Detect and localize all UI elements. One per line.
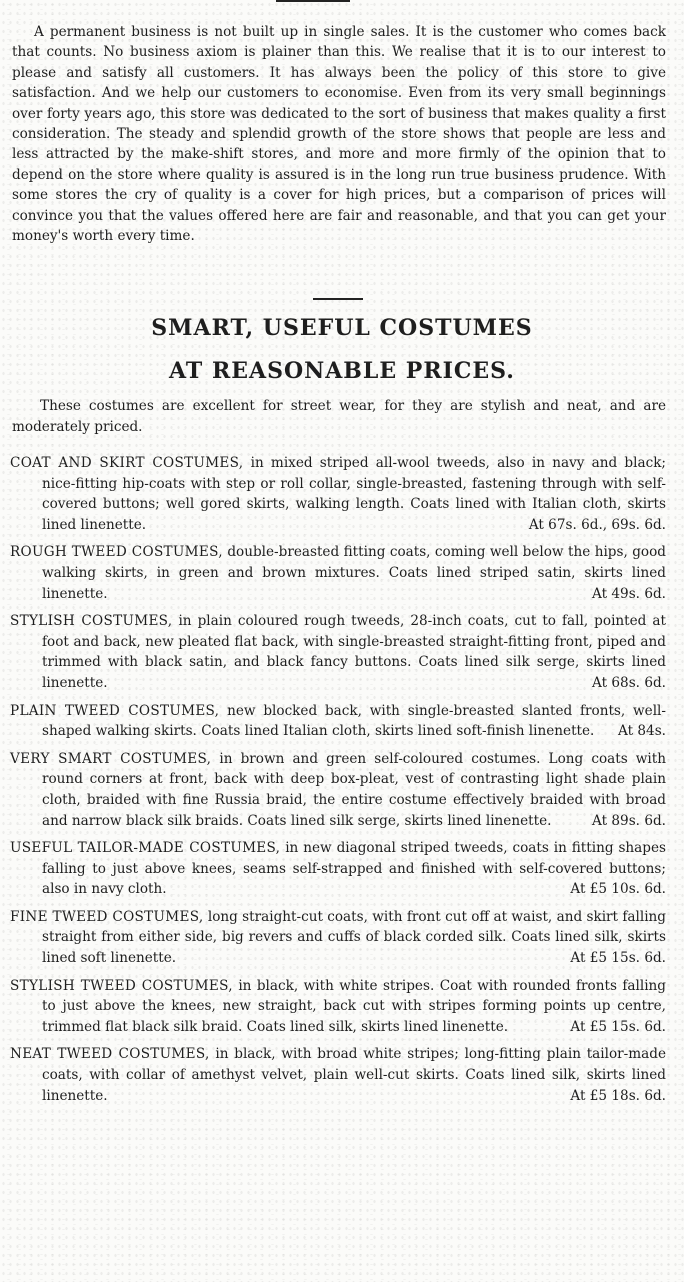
costume-price: At 84s. bbox=[618, 723, 666, 740]
costume-list bbox=[10, 453, 666, 1113]
costume-name: VERY SMART COSTUMES, bbox=[10, 750, 212, 767]
costume-item bbox=[10, 611, 666, 693]
costume-price: At 67s. 6d., 69s. 6d. bbox=[528, 516, 666, 533]
costume-item bbox=[10, 749, 666, 831]
costume-price: At 68s. 6d. bbox=[592, 674, 666, 691]
costume-price: At £5 15s. 6d. bbox=[570, 950, 666, 967]
section-rule bbox=[313, 298, 363, 300]
costume-price: At £5 10s. 6d. bbox=[570, 881, 666, 898]
costume-price: At 49s. 6d. bbox=[592, 585, 666, 602]
top-rule bbox=[276, 0, 350, 2]
costume-description: long straight-cut coats, with front cut off at waist, and skirt falling straight from either side, big revers and cuffs of black corded silk. Coats lined silk, skirts lined soft linenette. bbox=[42, 908, 667, 967]
costume-name: NEAT TWEED COSTUMES, bbox=[10, 1046, 210, 1063]
costume-description: double-breasted fitting coats, coming well below the hips, good walking skirts, in green and brown mixtures. Coats lined striped satin, skirts lined linenette. bbox=[42, 544, 666, 602]
costume-description: in brown and green self-coloured costumes. Long coats with round corners at front, back with deep box-pleat, vest of contrasting light shade plain cloth, braided with fine Russia braid, the entire costume effectively braided with broad and narrow black silk braids. Coats lined silk serge, skirts lined linenette. bbox=[42, 750, 666, 829]
costume-description: in new diagonal striped tweeds, coats in fitting shapes falling to just above knees, seams self-strapped and finished with self-covered buttons; also in navy cloth. bbox=[42, 840, 667, 898]
costume-item bbox=[10, 453, 666, 535]
costume-item bbox=[10, 907, 666, 969]
costume-name: STYLISH TWEED COSTUMES, bbox=[10, 977, 233, 994]
costume-name: COAT AND SKIRT COSTUMES, bbox=[10, 455, 244, 471]
costume-item bbox=[10, 542, 666, 604]
costume-item bbox=[10, 838, 666, 900]
costume-name: STYLISH COSTUMES, bbox=[10, 613, 173, 630]
costume-name: PLAIN TWEED COSTUMES, bbox=[10, 702, 220, 719]
costume-name: USEFUL TAILOR-MADE COSTUMES, bbox=[10, 840, 281, 857]
heading-line-2: AT REASONABLE PRICES. bbox=[169, 358, 515, 384]
costume-item bbox=[10, 1044, 666, 1106]
costume-item bbox=[10, 976, 666, 1038]
costume-price: At 89s. 6d. bbox=[592, 812, 666, 829]
costume-price: At £5 15s. 6d. bbox=[570, 1018, 666, 1035]
costume-description: in plain coloured rough tweeds, 28-inch coats, cut to fall, pointed at foot and back, new pleated flat back, with single-breasted straight-fitting front, piped and trimmed with black satin, and black fancy buttons. Coats lined silk serge, skirts lined linenette. bbox=[42, 613, 666, 691]
lead-paragraph: These costumes are excellent for street wear, for they are stylish and neat, and are moderately priced. bbox=[12, 398, 666, 435]
costume-item bbox=[10, 701, 666, 742]
costume-description: in black, with white stripes. Coat with rounded fronts falling to just above the knees, new straight, back cut with stripes forming points up centre, trimmed flat black silk braid. Coats lined silk, skirts lined linenette. bbox=[42, 977, 666, 1035]
costume-description: in black, with broad white stripes; long-fitting plain tailor-made coats, with collar of amethyst velvet, plain well-cut skirts. Coats lined silk, skirts lined linenette. bbox=[42, 1046, 666, 1104]
costume-name: FINE TWEED COSTUMES, bbox=[10, 908, 204, 925]
costume-description: in mixed striped all-wool tweeds, also in navy and black; nice-fitting hip-coats with step or roll collar, single-breasted, fastening through with self-covered buttons; well gored skirts, walking length. Coats lined with Italian cloth, skirts lined linenette. bbox=[42, 455, 667, 533]
costume-description: new blocked back, with single-breasted slanted fronts, well-shaped walking skirts. Coats lined Italian cloth, skirts lined soft-finish linenette. bbox=[42, 702, 666, 740]
costume-name: ROUGH TWEED COSTUMES, bbox=[10, 544, 223, 561]
costume-price: At £5 18s. 6d. bbox=[570, 1087, 666, 1104]
intro-paragraph: A permanent business is not built up in single sales. It is the customer who comes back that counts. No business axiom is plainer than this. We realise that it is to our interest to please and satisfy all customers. It has always been the policy of this store to give satisfaction. And we help our customers to economise. Even from its very small beginnings over forty years ago, this store was dedicated to the sort of business that makes quality a first consideration. The steady and splendid growth of the store shows that people are less and less attracted by the make-shift stores, and more and more firmly of the opinion that to depend on the store where quality is assured is in the long run true business prudence. With some stores the cry of quality is a cover for high prices, but a comparison of prices will convince you that the values offered here are fair and reasonable, and that you can get your money's worth every time. bbox=[12, 24, 666, 245]
heading-line-1: SMART, USEFUL COSTUMES bbox=[151, 315, 533, 341]
